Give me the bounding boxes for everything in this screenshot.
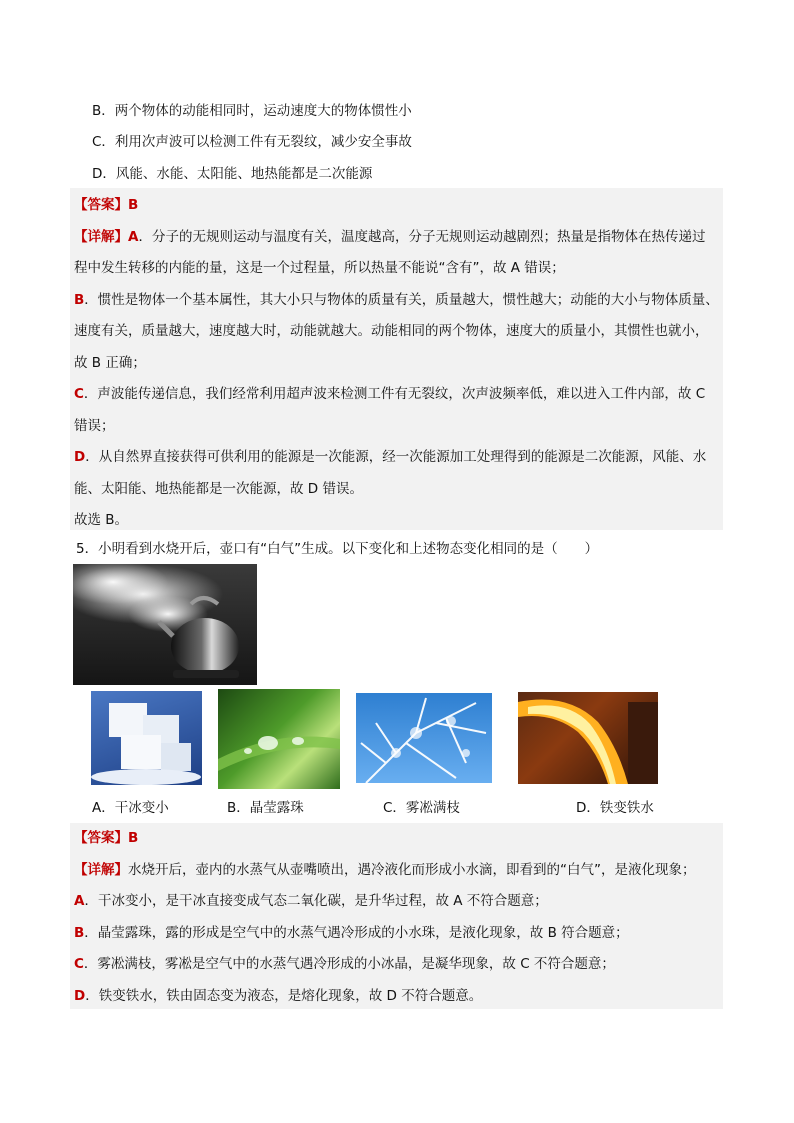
detail-line: A．干冰变小，是干冰直接变成气态二氧化碳，是升华过程，故 A 不符合题意； bbox=[74, 893, 548, 909]
detail-line: 【详解】A．分子的无规则运动与温度有关，温度越高，分子无规则运动越剧烈；热量是指物体在热传递过 bbox=[74, 229, 706, 245]
detail-line: D．铁变铁水，铁由固态变为液态，是熔化现象，故 D 不符合题意。 bbox=[74, 988, 483, 1004]
answer-1-row bbox=[70, 195, 723, 215]
rime-photo bbox=[356, 693, 492, 783]
option-b: B．两个物体的动能相同时，运动速度大的物体惯性小 bbox=[92, 103, 412, 119]
kettle-photo bbox=[73, 564, 257, 685]
dry-ice-photo bbox=[91, 691, 202, 785]
detail-line: 程中发生转移的内能的量，这是一个过程量，所以热量不能说“含有”，故 A 错误； bbox=[74, 260, 565, 276]
option-d: D．风能、水能、太阳能、地热能都是二次能源 bbox=[92, 166, 373, 182]
detail-line: 错误； bbox=[74, 418, 115, 434]
detail-line: 能、太阳能、地热能都是一次能源，故 D 错误。 bbox=[74, 481, 363, 497]
detail-line: 速度有关，质量越大，速度越大时，动能就越大。动能相同的两个物体，速度大的质量小，其惯性也就小， bbox=[74, 323, 709, 339]
detail-line: 故选 B。 bbox=[74, 512, 129, 528]
detail-line: B．惯性是物体一个基本属性，其大小只与物体的质量有关，质量越大，惯性越大；动能的大小与物体质量、 bbox=[74, 292, 719, 308]
choice-c: C．雾凇满枝 bbox=[383, 800, 460, 816]
detail-line: 【详解】水烧开后，壶内的水蒸气从壶嘴喷出，遇冷液化而形成小水滴，即看到的“白气”，是液化现象； bbox=[74, 862, 696, 878]
question-5: 5．小明看到水烧开后，壶口有“白气”生成。以下变化和上述物态变化相同的是（ ） bbox=[76, 541, 599, 557]
option-c: C．利用次声波可以检测工件有无裂纹，减少安全事故 bbox=[92, 134, 412, 150]
detail-line: C．声波能传递信息，我们经常利用超声波来检测工件有无裂纹，次声波频率低，难以进入工件内部，故 C bbox=[74, 386, 706, 402]
detail-line: C．雾凇满枝，雾凇是空气中的水蒸气遇冷形成的小冰晶，是凝华现象，故 C 不符合题意； bbox=[74, 956, 615, 972]
choice-d: D．铁变铁水 bbox=[576, 800, 654, 816]
answer-block-2 bbox=[70, 823, 723, 1009]
dew-drop-photo bbox=[218, 689, 340, 789]
molten-iron-photo bbox=[518, 692, 658, 784]
detail-line: D．从自然界直接获得可供利用的能源是一次能源，经一次能源加工处理得到的能源是二次能源，风能、水 bbox=[74, 449, 707, 465]
answer-value: B bbox=[128, 197, 139, 213]
answer-tag: 【答案】 bbox=[74, 197, 128, 213]
answer-2-row: 【答案】B bbox=[74, 830, 139, 846]
detail-line: B．晶莹露珠，露的形成是空气中的水蒸气遇冷形成的小水珠，是液化现象，故 B 符合题意； bbox=[74, 925, 629, 941]
detail-tag: 【详解】 bbox=[74, 229, 128, 245]
choice-a: A．干冰变小 bbox=[92, 800, 169, 816]
detail-line: 故 B 正确； bbox=[74, 355, 146, 371]
choice-b: B．晶莹露珠 bbox=[227, 800, 304, 816]
